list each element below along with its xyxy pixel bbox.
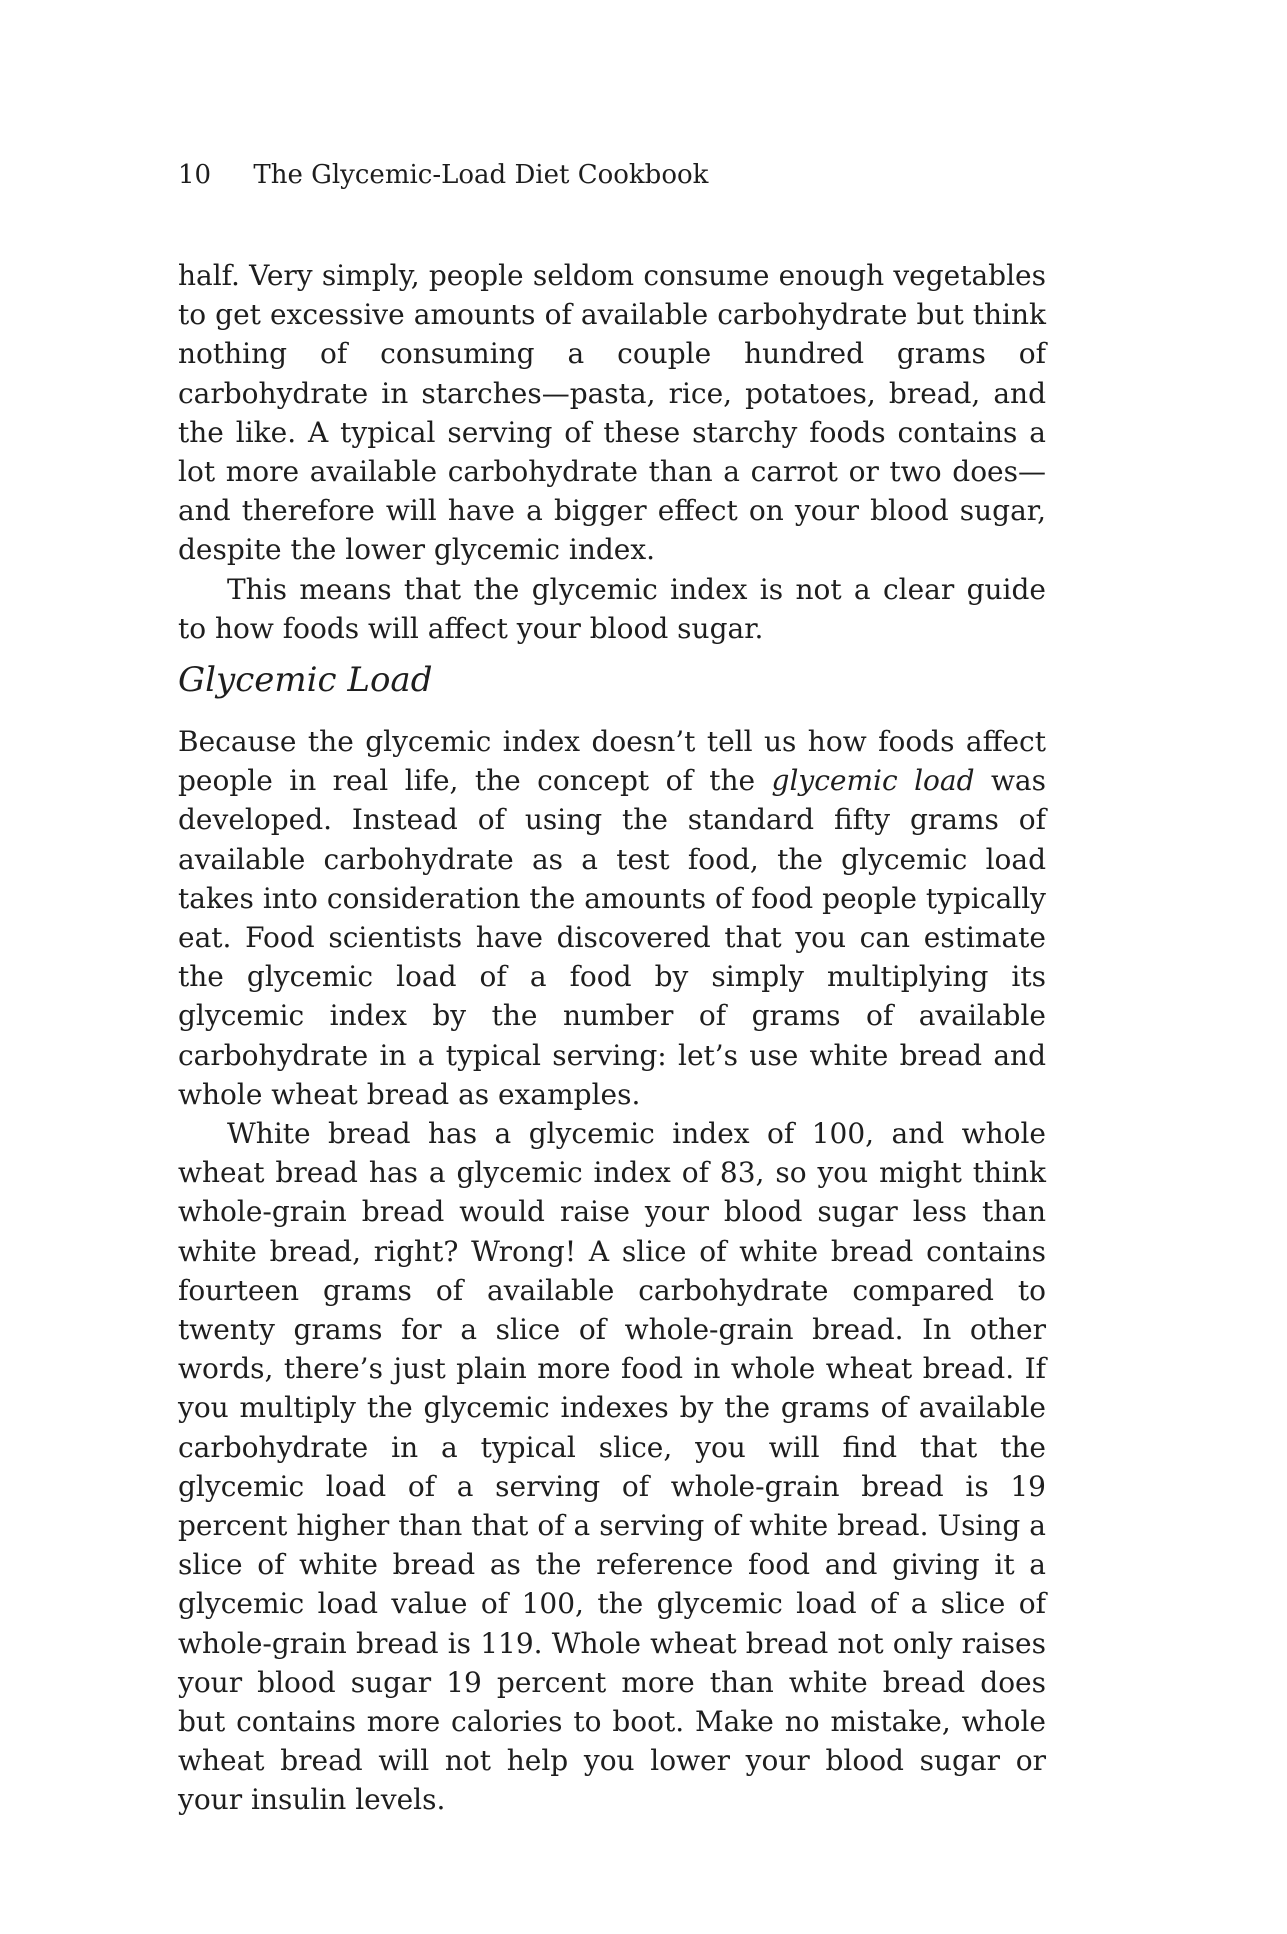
section-heading: Glycemic Load <box>178 660 433 700</box>
running-title: The Glycemic-Load Diet Cookbook <box>253 160 709 190</box>
page-number: 10 <box>178 160 212 190</box>
text-run: Because the glycemic index doesn’t tell us how foods affect people in real life, the concept of the <box>178 725 1046 798</box>
paragraph: White bread has a glycemic index of 100, and whole wheat bread has a glycemic index of 83, so you might think whole-grain bread would raise your blood sugar less than white bread, right? Wrong! A slice of white bread contains fourteen grams of available carbohydrate compared to twenty grams for a slice of whole-grain bread. In other words, there’s just plain more food in whole wheat bread. If you multiply the glycemic indexes by the grams of available carbohydrate in a typical slice, you will find that the glycemic load of a serving of whole-grain bread is 19 percent higher than that of a serving of white bread. Using a slice of white bread as the reference food and giving it a glycemic load value of 100, the glycemic load of a slice of whole-grain bread is 119. Whole wheat bread not only raises your blood sugar 19 percent more than white bread does but contains more calories to boot. Make no mistake, whole wheat bread will not help you lower your blood sugar or your insulin levels. <box>178 1117 1046 1817</box>
running-header <box>178 160 708 190</box>
paragraph <box>178 722 1046 1114</box>
paragraph: This means that the glycemic index is not a clear guide to how foods will affect your blood sugar. <box>178 572 1046 645</box>
intro-text <box>178 256 1046 648</box>
paragraph: half. Very simply, people seldom consume enough vegetables to get excessive amounts of available carbohydrate but think nothing of consuming a couple hundred grams of carbohydrate in starches—pasta, rice, potatoes, bread, and the like. A typical serving of these starchy foods contains a lot more available carbohydrate than a carrot or two does—and therefore will have a bigger effect on your blood sugar, despite the lower glycemic index. <box>178 259 1046 567</box>
emphasized-term: glycemic load <box>771 764 975 798</box>
section-text <box>178 722 1046 1820</box>
text-run: was developed. Instead of using the standard fifty grams of available carbohydrate as a test food, the glycemic load takes into consideration the amounts of food people typically eat. Food scientists have discovered that you can estimate the glycemic load of a food by simply multiplying its glycemic index by the number of grams of available carbohydrate in a typical serving: let’s use white bread and whole wheat bread as examples. <box>178 764 1046 1111</box>
